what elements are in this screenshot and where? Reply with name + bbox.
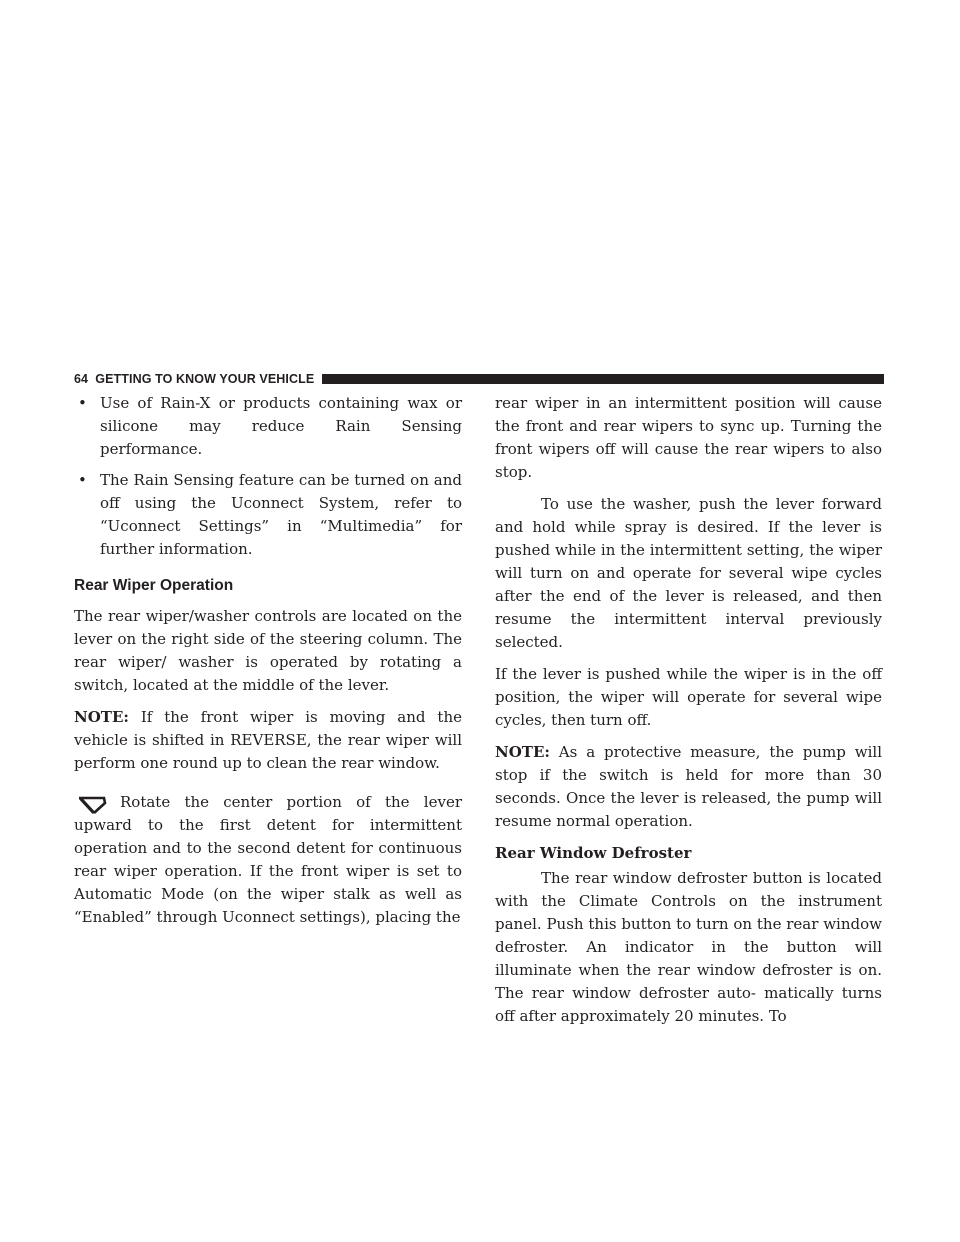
header-rule bbox=[322, 374, 884, 384]
bullet-item bbox=[74, 469, 462, 561]
page-number: 64 bbox=[74, 372, 89, 386]
bullet-text: The Rain Sensing feature can be turned on and off using the Uconnect System, refer to “Uconnect Settings” in “Multimedia” for further information. bbox=[100, 471, 462, 558]
paragraph-text: Rotate the center portion of the lever upward to the first detent for intermittent operation and to the second detent for continuous rear wiper operation. If the front wiper is set to Automatic Mode (on the wiper stalk as well as “Enabled” through Uconnect settings), placing the bbox=[74, 793, 462, 926]
section-title: GETTING TO KNOW YOUR VEHICLE bbox=[95, 372, 315, 386]
paragraph: To use the washer, push the lever forward and hold while spray is desired. If the lever is pushed while in the intermittent setting, the wiper will turn on and operate for several wipe cycles after the end of the lever is released, and then resume the intermittent interval previously selected. bbox=[495, 495, 882, 651]
note-label: NOTE: bbox=[495, 743, 550, 761]
paragraph: rear wiper in an intermittent position will cause the front and rear wipers to sync up. Turning the front wipers off will cause the rear wipers to also stop. bbox=[495, 394, 882, 481]
right-column bbox=[495, 392, 882, 1037]
rear-wiper-icon bbox=[77, 795, 109, 815]
paragraph-with-icon bbox=[74, 791, 462, 929]
bullet-item bbox=[74, 392, 462, 461]
bullet-dot: • bbox=[78, 394, 87, 412]
note-text: If the front wiper is moving and the vehicle is shifted in REVERSE, the rear wiper will perform one round up to clean the rear window. bbox=[74, 708, 462, 772]
bullet-dot: • bbox=[78, 471, 87, 489]
paragraph: If the lever is pushed while the wiper is in the off position, the wiper will operate for several wipe cycles, then turn off. bbox=[495, 665, 882, 729]
bullet-text: Use of Rain-X or products containing wax or silicone may reduce Rain Sensing performance. bbox=[100, 394, 462, 458]
subsection-heading: Rear Window Defroster bbox=[495, 844, 692, 862]
paragraph: The rear wiper/washer controls are located on the lever on the right side of the steering column. The rear wiper/ washer is operated by rotating a switch, located at the middle of the lever. bbox=[74, 607, 462, 694]
page-header-text bbox=[74, 372, 314, 386]
left-column bbox=[74, 392, 462, 938]
note-label: NOTE: bbox=[74, 708, 129, 726]
paragraph: The rear window defroster button is located with the Climate Controls on the instrument panel. Push this button to turn on the rear window defroster. An indicator in the button will illuminate when the rear window defroster is on. The rear window defroster auto- matically turns off after approximately 20 minutes. To bbox=[495, 869, 882, 1025]
page-header bbox=[74, 371, 884, 387]
note-text: As a protective measure, the pump will stop if the switch is held for more than 30 seconds. Once the lever is released, the pump will resume normal operation. bbox=[495, 743, 882, 830]
section-heading: Rear Wiper Operation bbox=[74, 577, 234, 594]
note-paragraph bbox=[74, 706, 462, 775]
note-paragraph bbox=[495, 741, 882, 833]
